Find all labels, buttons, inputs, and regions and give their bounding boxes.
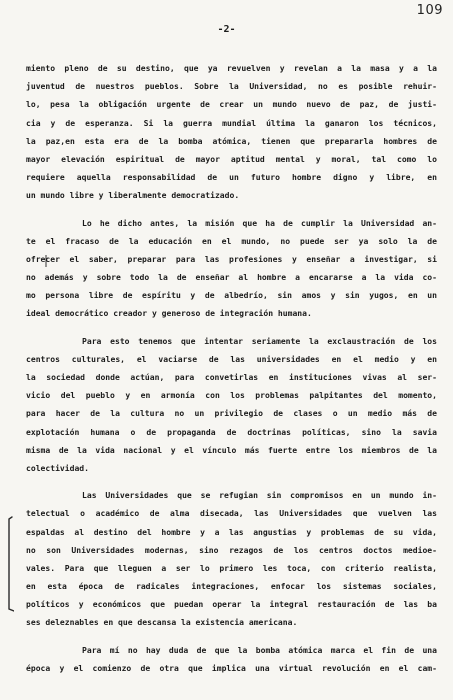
paragraph [26, 642, 437, 678]
text-line: para hacer de la cultura no un privilegio de clases o un medio más de [26, 409, 437, 419]
text-line: Lo he dicho antes, la misión que ha de cumplir la Universidad an- [82, 218, 437, 228]
paragraph [26, 333, 437, 479]
text-line: mayor elevación espiritual de mayor aptitud mental y moral, tal como lo [26, 154, 437, 164]
text-line: ofrecer el saber, preparar para las profesiones y enseñar a investigar, si [26, 254, 437, 264]
paragraph [26, 487, 437, 633]
text-line: no además y sobre todo la de enseñar al hombre a encararse a la vida co- [26, 273, 437, 283]
body-text [26, 60, 437, 687]
text-line: la paz,en esta era de la bomba atómica, tienen que prepararla hombres de [26, 136, 437, 146]
text-line: ses deleznables en que descansa la existencia americana. [26, 618, 298, 628]
text-line: miento pleno de su destino, que ya revuelven y revelan a la masa y a la [26, 64, 437, 73]
text-line: Para esto tenemos que intentar seriamente la exclaustración de los [82, 336, 437, 346]
text-line: misma de la vida nacional y el vínculo más fuerte entre los miembros de la [26, 445, 437, 455]
text-line: explotación humana o de propaganda de doctrinas políticas, sino la savia [26, 427, 437, 437]
text-line: telectual o académico de alma disecada, las Universidades que vuelven las [26, 509, 437, 519]
text-line: requiere aquella responsabilidad de un futuro hombre digno y libre, en [26, 173, 437, 183]
text-line: políticos y económicos que puedan operar la integral restauración de las ba [26, 600, 437, 610]
text-line: Las Universidades que se refugian sin compromisos en un mundo in- [82, 491, 437, 501]
text-line: espaldas al destino del hombre y a las angustias y problemas de su vida, [26, 527, 437, 537]
text-line: un mundo libre y liberalmente democratizado. [26, 191, 240, 201]
text-line: no son Universidades modernas, sino rezagos de los centros doctos medioe- [26, 545, 437, 555]
text-line: Para mí no hay duda de que la bomba atómica marca el fin de una [82, 645, 437, 655]
paragraph [26, 60, 437, 206]
text-line: cia y de esperanza. Si la guerra mundial última la ganaron los técnicos, [26, 118, 437, 128]
text-line: mo persona libre de espíritu y de albedrío, sin amos y sin yugos, en un [26, 291, 437, 301]
text-line: centros culturales, el vaciarse de las universidades en el medio y en [26, 354, 437, 364]
text-line: te el fracaso de la educación en el mundo, no puede ser ya solo la de [26, 236, 437, 246]
text-line: colectividad. [26, 463, 89, 473]
paragraph [26, 215, 437, 324]
margin-bracket-mark [6, 515, 14, 613]
handwritten-page-number: 109 [416, 3, 443, 18]
text-line: ideal democrático creador y generoso de integración humana. [26, 309, 312, 319]
text-line: en esta época de radicales integraciones, enfocar los sistemas sociales, [26, 582, 437, 592]
text-line: lo, pesa la obligación urgente de crear un mundo nuevo de paz, de justi- [26, 100, 437, 110]
text-line: época y el comienzo de otra que implica una virtual revolución en el cam- [26, 663, 437, 673]
text-line: la sociedad donde actúan, para convetirlas en instituciones vivas al ser- [26, 373, 437, 382]
text-line: vales. Para que lleguen a ser lo primero les toca, con criterio realista, [26, 563, 437, 573]
text-line: juventud de nuestros pueblos. Sobre la Universidad, no es posible rehuir- [26, 82, 437, 92]
text-line: vicio del pueblo y en armonía con los problemas palpitantes del momento, [26, 391, 437, 401]
page-number: -2- [217, 24, 236, 35]
